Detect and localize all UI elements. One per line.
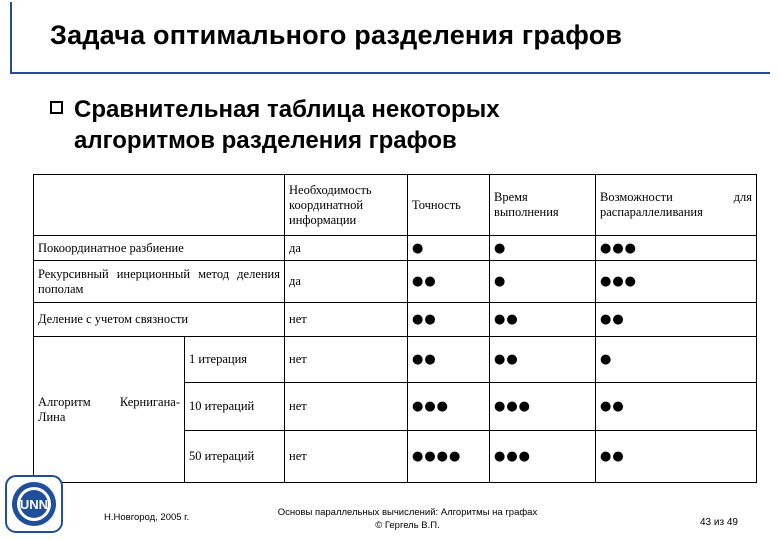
slide-title: Задача оптимального разделения графов [50, 20, 623, 50]
row-time-dots: ● [490, 261, 596, 303]
slide-subtitle: Сравнительная таблица некоторых алгоритмов разделения графов [74, 96, 500, 154]
row-name: Деление с учетом связности [34, 303, 285, 337]
row-parallel-dots: ●●● [596, 236, 757, 261]
row-coord: да [285, 236, 408, 261]
footer-author: © Гергель В.П. [375, 520, 440, 531]
logo-text: UNN [19, 497, 49, 512]
row-parallel-dots: ●● [596, 383, 757, 431]
row-time-dots: ●● [490, 303, 596, 337]
bullet-checkbox-icon [50, 101, 63, 114]
row-parallel-dots: ●●● [596, 261, 757, 303]
footer-course-title: Основы параллельных вычислений: Алгоритмы на графах [277, 507, 538, 518]
row-coord: нет [285, 431, 408, 483]
row-time-dots: ●● [490, 337, 596, 383]
row-accuracy-dots: ●●● [408, 383, 490, 431]
row-parallel-dots: ● [596, 337, 757, 383]
table-row [34, 337, 757, 383]
row-coord: нет [285, 383, 408, 431]
header-accuracy: Точность [408, 175, 490, 236]
row-parallel-dots: ●● [596, 431, 757, 483]
table-header-row [34, 175, 757, 236]
row-name: Рекурсивный инерционный метод деления пополам [34, 261, 285, 303]
unn-logo-icon [4, 474, 64, 534]
row-coord: нет [285, 303, 408, 337]
row-accuracy-dots: ●● [408, 261, 490, 303]
row-coord: нет [285, 337, 408, 383]
kl-iteration-label: 1 итерация [185, 337, 285, 383]
title-left-bar [10, 2, 12, 74]
kl-iteration-label: 50 итераций [185, 431, 285, 483]
footer-location-date: Н.Новгород, 2005 г. [104, 512, 190, 523]
kl-iteration-label: 10 итераций [185, 383, 285, 431]
row-accuracy-dots: ●● [408, 337, 490, 383]
row-name: Покоординатное разбиение [34, 236, 285, 261]
header-time: Время выполнения [490, 175, 596, 236]
row-time-dots: ●●● [490, 431, 596, 483]
header-empty-cell [34, 175, 285, 236]
row-accuracy-dots: ●● [408, 303, 490, 337]
kl-algorithm-name: Алгоритм Кернигана-Лина [34, 337, 185, 483]
title-rule [10, 72, 770, 74]
table-row [34, 303, 757, 337]
footer-course-info [255, 506, 560, 532]
row-accuracy-dots: ● [408, 236, 490, 261]
table-row [34, 236, 757, 261]
page-number: 43 из 49 [700, 517, 738, 528]
table-row [34, 261, 757, 303]
row-time-dots: ●●● [490, 383, 596, 431]
header-coord: Необходимость координатной информации [285, 175, 408, 236]
row-coord: да [285, 261, 408, 303]
row-time-dots: ● [490, 236, 596, 261]
row-accuracy-dots: ●●●● [408, 431, 490, 483]
comparison-table [33, 174, 757, 483]
header-parallel: Возможности для распараллеливания [596, 175, 757, 236]
row-parallel-dots: ●● [596, 303, 757, 337]
